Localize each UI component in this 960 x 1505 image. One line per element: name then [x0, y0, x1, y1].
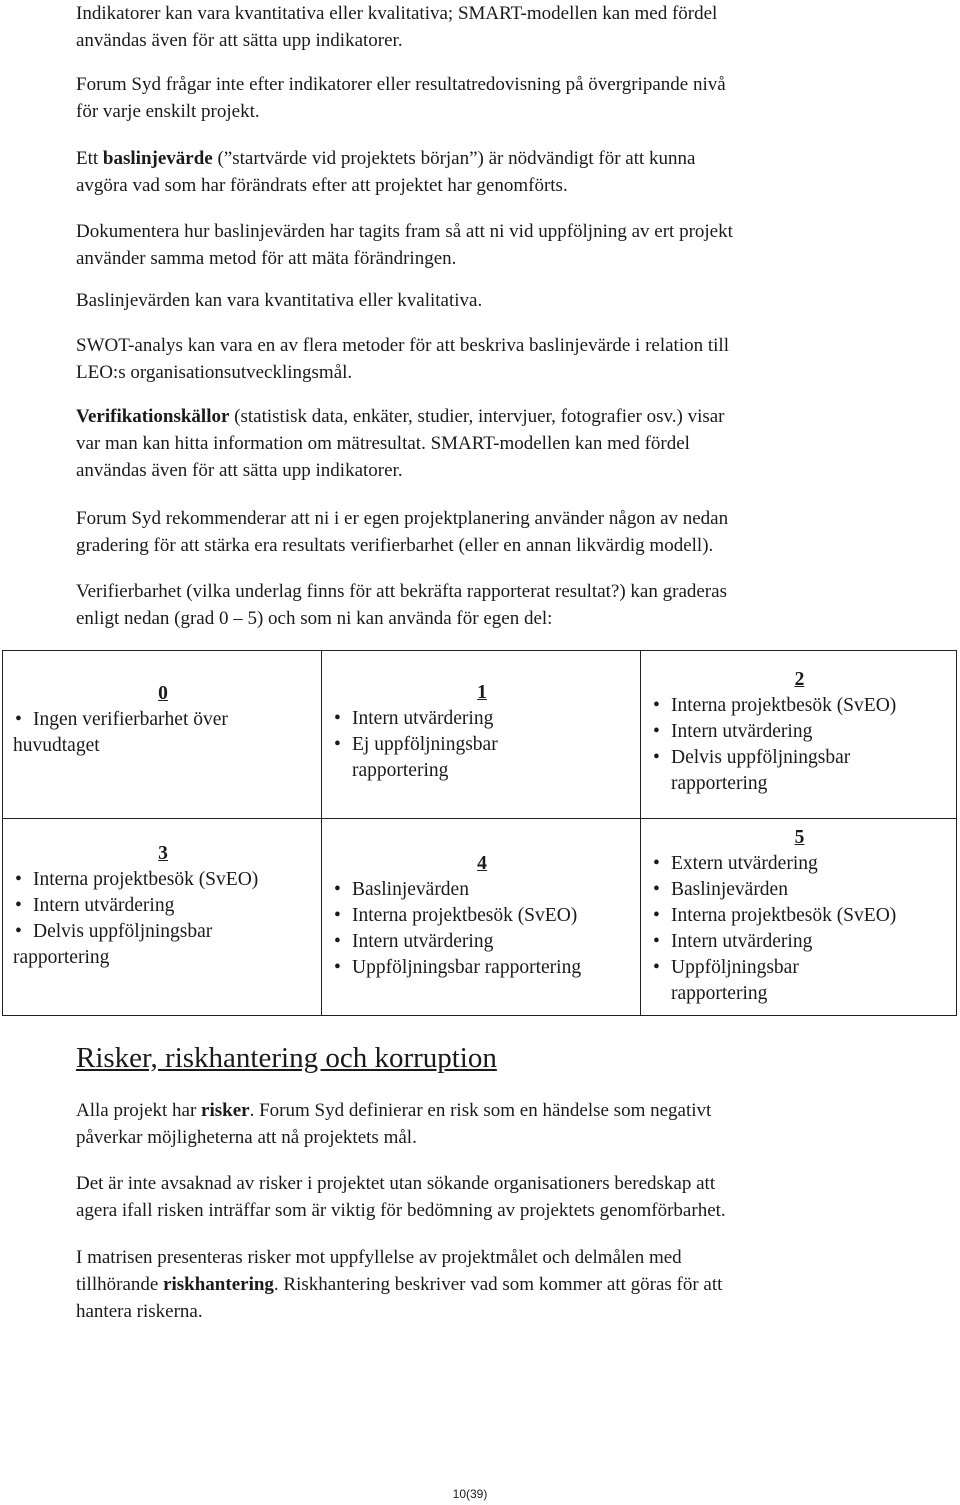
grade-title: 4	[477, 853, 487, 874]
text-line: Dokumentera hur baslinjevärden har tagits fram så att ni vid uppföljning av ert projekt	[76, 221, 733, 242]
list-item: • Interna projektbesök (SvEO)	[332, 903, 632, 929]
list-item: • Intern utvärdering	[651, 719, 948, 745]
text-span: tillhörande	[76, 1274, 164, 1295]
list-item: • Intern utvärdering	[332, 706, 632, 732]
paragraph-risk-readiness	[76, 1170, 876, 1224]
list-item: • Baslinjevärden	[651, 877, 948, 903]
paragraph-baseline-types	[76, 287, 876, 314]
paragraph-baseline	[76, 145, 876, 199]
text-line: SWOT-analys kan vara en av flera metoder för att beskriva baslinjevärde i relation till	[76, 335, 729, 356]
text-line: påverkar möjligheterna att nå projektets mål.	[76, 1127, 417, 1148]
text-line: avgöra vad som har förändrats efter att projektet har genomförts.	[76, 175, 568, 196]
bold-term: riskhantering	[163, 1274, 274, 1295]
grade-cell-2	[641, 651, 957, 819]
table-row	[3, 819, 957, 1016]
list-item: • Uppföljningsbar	[651, 955, 948, 981]
grade-criteria-list	[332, 706, 632, 784]
text-line: Forum Syd frågar inte efter indikatorer eller resultatredovisning på övergripande nivå	[76, 74, 726, 95]
bold-term: baslinjevärde	[102, 148, 213, 169]
grade-title: 0	[158, 683, 168, 704]
verifiability-grade-table	[2, 650, 957, 1016]
text-line	[76, 145, 876, 172]
list-item: • Intern utvärdering	[13, 893, 313, 919]
paragraph-recommendation	[76, 505, 876, 559]
paragraph-indicators	[76, 0, 876, 54]
bold-term: Verifikationskällor	[76, 406, 230, 427]
text-line	[76, 1271, 876, 1298]
text-span: Alla projekt har	[76, 1100, 202, 1121]
list-item: • Ej uppföljningsbar	[332, 732, 632, 758]
paragraph-risk-matrix	[76, 1244, 876, 1325]
grade-title: 3	[158, 843, 168, 864]
text-line: var man kan hitta information om mätresultat. SMART-modellen kan med fördel	[76, 433, 690, 454]
grade-cell-3	[3, 819, 322, 1016]
paragraph-verifiability	[76, 578, 876, 632]
text-line: hantera riskerna.	[76, 1301, 203, 1322]
text-line: Indikatorer kan vara kvantitativa eller kvalitativa; SMART-modellen kan med fördel	[76, 3, 718, 24]
list-item: • Baslinjevärden	[332, 877, 632, 903]
list-item: • Intern utvärdering	[332, 929, 632, 955]
list-item-continuation: rapportering	[352, 760, 449, 781]
list-item: • Ingen verifierbarhet över	[13, 707, 313, 733]
text-line	[76, 1097, 876, 1124]
grade-cell-0	[3, 651, 322, 819]
text-line: LEO:s organisationsutvecklingsmål.	[76, 362, 353, 383]
list-item-continuation: rapportering	[13, 947, 110, 968]
text-line: enligt nedan (grad 0 – 5) och som ni kan använda för egen del:	[76, 608, 553, 629]
list-item: • Interna projektbesök (SvEO)	[651, 903, 948, 929]
table-row	[3, 651, 957, 819]
paragraph-document-baseline	[76, 218, 876, 272]
grade-criteria-list	[651, 851, 948, 1007]
paragraph-verification-sources	[76, 403, 876, 484]
paragraph-swot	[76, 332, 876, 386]
text-line	[76, 403, 876, 430]
list-item-continuation: rapportering	[671, 983, 768, 1004]
grade-cell-5	[641, 819, 957, 1016]
bold-term: risker	[201, 1100, 250, 1121]
list-item: • Delvis uppföljningsbar	[13, 919, 313, 945]
text-span: (”startvärde vid projektets början”) är nödvändigt för att kunna	[212, 148, 696, 169]
grade-cell-4	[322, 819, 641, 1016]
list-item: • Uppföljningsbar rapportering	[332, 955, 632, 981]
text-line: för varje enskilt projekt.	[76, 101, 260, 122]
text-line: I matrisen presenteras risker mot uppfyllelse av projektmålet och delmålen med	[76, 1247, 682, 1268]
grade-criteria-list	[13, 707, 313, 759]
list-item: • Intern utvärdering	[651, 929, 948, 955]
list-item: • Interna projektbesök (SvEO)	[13, 867, 313, 893]
text-line: användas även för att sätta upp indikatorer.	[76, 460, 403, 481]
list-item-continuation: rapportering	[671, 773, 768, 794]
text-line: Verifierbarhet (vilka underlag finns för att bekräfta rapporterat resultat?) kan graderas	[76, 581, 727, 602]
grade-title: 5	[794, 827, 805, 848]
text-line: agera ifall risken inträffar som är viktig för bedömning av projektets genomförbarhet.	[76, 1200, 726, 1221]
text-line: användas även för att sätta upp indikatorer.	[76, 30, 403, 51]
text-span: . Forum Syd definierar en risk som en händelse som negativt	[249, 1100, 712, 1121]
grade-title: 1	[477, 682, 487, 703]
text-line: använder samma metod för att mäta förändringen.	[76, 248, 457, 269]
page-number: 10(39)	[452, 1487, 488, 1501]
list-item-continuation: huvudtaget	[13, 735, 100, 756]
paragraph-risk-definition	[76, 1097, 876, 1151]
text-line: Forum Syd rekommenderar att ni i er egen projektplanering använder någon av nedan	[76, 508, 729, 529]
grade-criteria-list	[332, 877, 632, 981]
text-line: Det är inte avsaknad av risker i projektet utan sökande organisationers beredskap att	[76, 1173, 716, 1194]
grade-criteria-list	[651, 693, 948, 797]
list-item: • Extern utvärdering	[651, 851, 948, 877]
list-item: • Interna projektbesök (SvEO)	[651, 693, 948, 719]
section-heading: Risker, riskhantering och korruption	[76, 1042, 497, 1074]
grade-cell-1	[322, 651, 641, 819]
text-line: gradering för att stärka era resultats verifierbarhet (eller en annan likvärdig modell).	[76, 535, 714, 556]
text-span: (statistisk data, enkäter, studier, intervjuer, fotografier osv.) visar	[229, 406, 725, 427]
text-line: Baslinjevärden kan vara kvantitativa eller kvalitativa.	[76, 290, 483, 311]
list-item: • Delvis uppföljningsbar	[651, 745, 948, 771]
text-span: Ett	[76, 148, 103, 169]
grade-criteria-list	[13, 867, 313, 971]
text-span: . Riskhantering beskriver vad som kommer att göras för att	[273, 1274, 723, 1295]
paragraph-forum-syd-indicators	[76, 71, 876, 125]
grade-title: 2	[794, 669, 805, 690]
